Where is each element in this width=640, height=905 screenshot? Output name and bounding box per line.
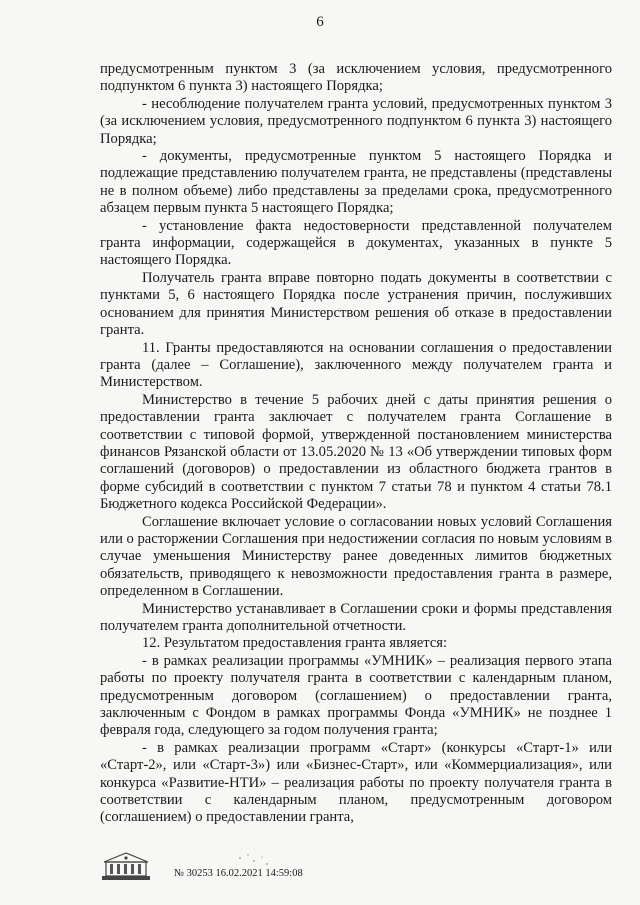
scan-specks <box>236 852 276 872</box>
page-number: 6 <box>316 14 324 30</box>
paragraph: 12. Результатом предоставления гранта является: <box>142 635 448 652</box>
paragraph: - установление факта недостоверности представленной получателем гранта информации, содержащейся в документах, указанных в пункте 5 настоящего Порядка. <box>100 217 612 269</box>
document-footer <box>100 850 500 890</box>
paragraph: Получатель гранта вправе повторно подать документы в соответствии с пунктами 5, 6 настоящего Порядка после устранения причин, послуживших основанием для принятия Министерством решения об отказе в предоставлении гранта. <box>100 269 612 339</box>
paragraph: предусмотренным пунктом 3 (за исключением условия, предусмотренного подпунктом 6 пункта 3) настоящего Порядка; <box>100 61 612 95</box>
paragraph: Соглашение включает условие о согласовании новых условий Соглашения или о расторжении Соглашения при недостижении согласия по новым условиям в случае уменьшения Министерству ранее доведенных лимитов бюджетных обязательств, приводящего к невозможности предоставления гранта в размере, определенном в Соглашении. <box>100 513 612 600</box>
paragraph: - документы, предусмотренные пунктом 5 настоящего Порядка и подлежащие представлению получателем гранта, не представлены (представлены не в полном объеме) либо представлены за пределами срока, предусмотренного абзацем первым пункта 5 настоящего Порядка; <box>100 148 612 217</box>
document-body <box>100 61 612 827</box>
paragraph: - в рамках реализации программы «УМНИК» – реализация первого этапа работы по проекту получателя гранта в соответствии с календарным планом, предусмотренным договором (соглашением) о предоставлении гранта, заключенным с Фондом в рамках программы Фонда «УМНИК» не позднее 1 февраля года, следующего за годом получения гранта; <box>100 652 612 739</box>
paragraph: Министерство устанавливает в Соглашении сроки и формы представления получателем гранта дополнительной отчетности. <box>100 600 612 634</box>
paragraph: - в рамках реализации программ «Старт» (конкурсы «Старт-1» или «Старт-2», или «Старт-3») или «Бизнес-Старт», или «Коммерциализация», или конкурса «Развитие-НТИ» – реализация работы по проекту получателя гранта в соответствии с календарным планом, предусмотренным договором (соглашением) о предоставлении гранта, <box>100 739 612 826</box>
paragraph: Министерство в течение 5 рабочих дней с даты принятия решения о предоставлении гранта заключает с получателем гранта Соглашение в соответствии с типовой формой, утвержденной постановлением министерства финансов Рязанской области от 13.05.2020 № 13 «Об утверждении типовых форм соглашений (договоров) о предоставлении из областного бюджета грантов в форме субсидий в соответствии с пунктом 7 статьи 78 и пунктом 4 статьи 78.1 Бюджетного кодекса Российской Федерации». <box>100 391 612 513</box>
government-building-icon <box>100 850 152 882</box>
registration-number: № 30253 16.02.2021 14:59:08 <box>174 868 303 879</box>
paragraph: - несоблюдение получателем гранта условий, предусмотренных пунктом 3 (за исключением условия, предусмотренного подпунктом 6 пункта 3) настоящего Порядка; <box>100 95 612 147</box>
paragraph: 11. Гранты предоставляются на основании соглашения о предоставлении гранта (далее – Соглашение), заключенного между получателем гранта и Министерством. <box>100 339 612 391</box>
